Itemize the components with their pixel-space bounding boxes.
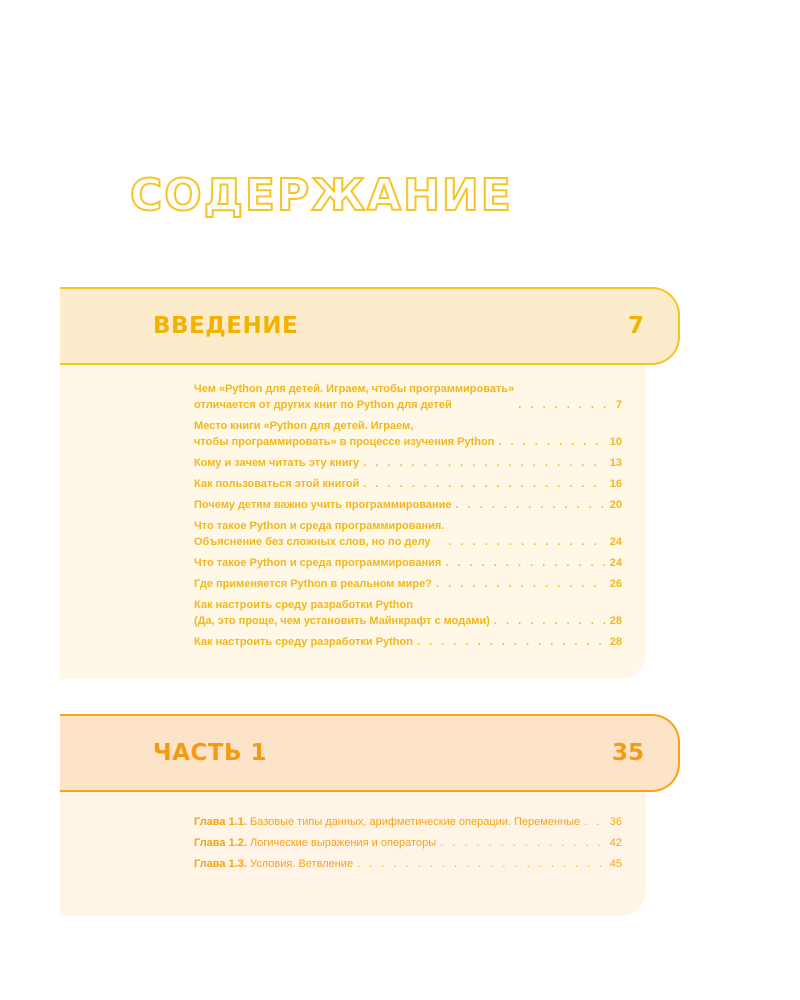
section-entries: [60, 365, 646, 679]
toc-entry[interactable]: [194, 518, 622, 550]
entry-page: 45: [609, 858, 622, 870]
toc-entry[interactable]: [194, 381, 622, 413]
section-header[interactable]: [60, 714, 680, 792]
dot-leader: [456, 497, 606, 513]
toc-entry[interactable]: [194, 576, 622, 592]
entry-title: Что такое Python и среда программирования: [194, 557, 442, 569]
entry-page: 10: [609, 436, 622, 448]
toc-entry[interactable]: [194, 814, 622, 830]
entry-title: [194, 814, 580, 830]
entry-title: [194, 856, 353, 872]
entry-title: Место книги «Python для детей. Играем, чтобы программировать» в процессе изучения Python: [194, 420, 495, 448]
dot-leader: [584, 814, 606, 830]
page-title: СОДЕРЖАНИЕ: [130, 170, 513, 221]
toc-entry[interactable]: [194, 634, 622, 650]
section-header[interactable]: [60, 287, 680, 365]
entry-page: 24: [609, 557, 622, 569]
section-page-number: 35: [611, 740, 644, 766]
toc-entry[interactable]: [194, 835, 622, 851]
chapter-title: Базовые типы данных, арифметические операции. Переменные: [250, 816, 581, 828]
chapter-title: Логические выражения и операторы: [250, 837, 437, 849]
entry-title: Кому и зачем читать эту книгу: [194, 457, 360, 469]
entry-page: 26: [609, 578, 622, 590]
dot-leader: [417, 634, 606, 650]
section-introduction: [60, 287, 680, 679]
section-part-1: [60, 714, 680, 916]
toc-entry[interactable]: [194, 418, 622, 450]
toc-entry[interactable]: [194, 856, 622, 872]
entry-page: 24: [609, 536, 622, 548]
dot-leader: [518, 397, 612, 413]
dot-leader: [448, 534, 605, 550]
toc-entry[interactable]: [194, 455, 622, 471]
entry-title: Что такое Python и среда программирования. Объяснение без сложных слов, но по делу: [194, 520, 445, 548]
section-page-number: 7: [627, 313, 644, 339]
dot-leader: [498, 434, 605, 450]
toc-entry[interactable]: [194, 497, 622, 513]
entry-title: Как пользоваться этой книгой: [194, 478, 360, 490]
dot-leader: [363, 476, 605, 492]
entry-page: 7: [615, 399, 622, 411]
chapter-label: Глава 1.1.: [194, 816, 247, 828]
entry-title: Где применяется Python в реальном мире?: [194, 578, 432, 590]
entry-title: Как настроить среду разработки Python: [194, 636, 413, 648]
dot-leader: [436, 576, 606, 592]
entry-title: Чем «Python для детей. Играем, чтобы программировать» отличается от других книг по Python для детей: [194, 383, 515, 411]
entry-page: 13: [609, 457, 622, 469]
entry-page: 42: [609, 837, 622, 849]
entry-page: 28: [609, 615, 622, 627]
entry-page: 36: [609, 816, 622, 828]
chapter-label: Глава 1.2.: [194, 837, 247, 849]
toc-entry[interactable]: [194, 555, 622, 571]
entry-title: Почему детям важно учить программирование: [194, 499, 452, 511]
entry-page: 16: [609, 478, 622, 490]
toc-entry[interactable]: [194, 597, 622, 629]
section-title: ВВЕДЕНИЕ: [153, 313, 299, 339]
entry-title: Как настроить среду разработки Python (Да, это проще, чем установить Майнкрафт с модами): [194, 599, 490, 627]
dot-leader: [363, 455, 606, 471]
section-title: ЧАСТЬ 1: [153, 740, 267, 766]
chapter-title: Условия. Ветвление: [250, 858, 354, 870]
dot-leader: [357, 856, 606, 872]
chapter-label: Глава 1.3.: [194, 858, 247, 870]
section-entries: [60, 792, 646, 916]
dot-leader: [445, 555, 605, 571]
dot-leader: [494, 613, 606, 629]
toc-entry[interactable]: [194, 476, 622, 492]
entry-page: 28: [609, 636, 622, 648]
entry-title: [194, 835, 436, 851]
dot-leader: [440, 835, 606, 851]
entry-page: 20: [609, 499, 622, 511]
